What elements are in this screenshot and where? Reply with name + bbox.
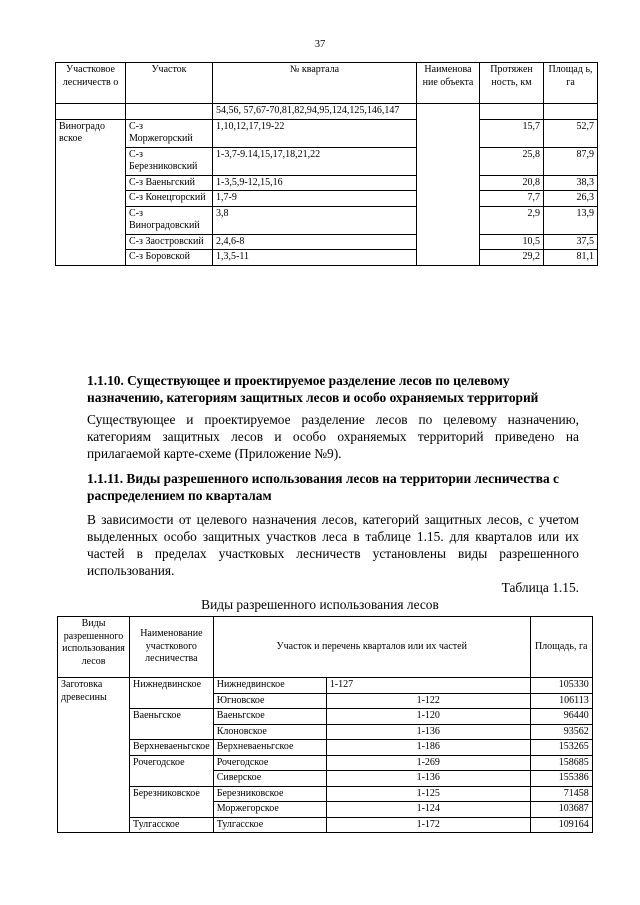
quarters-cell: 1-269 (326, 755, 530, 771)
table-header-row (56, 63, 598, 104)
area-cell: 38,3 (544, 175, 598, 191)
header-use-type: Виды разрешенного использования лесов (58, 617, 130, 678)
district-cell: Виноградо вское (56, 119, 126, 265)
table-row (58, 709, 593, 725)
site-cell: Березниковское (213, 786, 326, 802)
quarters-cell: 1-186 (326, 740, 530, 756)
district-cell: Рочегодское (130, 755, 214, 786)
quarters-cell: 1-172 (326, 817, 530, 833)
table-header-row (58, 617, 593, 678)
quarters-cell: 1,3,5-11 (213, 250, 417, 266)
district-cell: Ваеньгское (130, 709, 214, 740)
table-row (56, 175, 598, 191)
area-cell: 103687 (530, 802, 592, 818)
table-row (58, 755, 593, 771)
site-cell: С-з Березниковский (126, 147, 213, 175)
district-cell: Нижнедвинское (130, 678, 214, 709)
quarters-cell: 1-3,7-9.14,15,17,18,21,22 (213, 147, 417, 175)
length-cell: 2,9 (480, 206, 544, 234)
site-cell: С-з Моржегорский (126, 119, 213, 147)
quarters-cell: 1-125 (326, 786, 530, 802)
section-heading-1-1-11: 1.1.11. Виды разрешенного использования лесов на территории лесничества с распределением по кварталам (87, 471, 559, 503)
page-number: 37 (314, 39, 326, 50)
area-cell: 81,1 (544, 250, 598, 266)
header-length: Протяжен ность, км (480, 63, 544, 104)
header-district: Участковое лесничеств о (56, 63, 126, 104)
allowed-uses-table (57, 616, 593, 833)
quarters-cell: 3,8 (213, 206, 417, 234)
area-cell: 26,3 (544, 191, 598, 207)
table-row (56, 119, 598, 147)
area-cell: 105330 (530, 678, 592, 694)
site-cell: Верхневаеньгское (213, 740, 326, 756)
area-cell: 109164 (530, 817, 592, 833)
header-area: Площад ь, га (544, 63, 598, 104)
site-cell: С-з Заостровский (126, 234, 213, 250)
district-cell: Березниковское (130, 786, 214, 817)
area-cell: 93562 (530, 724, 592, 740)
table-row (56, 234, 598, 250)
site-cell: Клоновское (213, 724, 326, 740)
area-cell: 37,5 (544, 234, 598, 250)
area-cell: 71458 (530, 786, 592, 802)
area-cell: 52,7 (544, 119, 598, 147)
table-row (56, 206, 598, 234)
header-quarter: № квартала (213, 63, 417, 104)
section-text-1-1-10: Существующее и проектируемое разделение лесов по целевому назначению, категориям защитных лесов и особо охраняемых территорий приведено на прилагаемой карте-схеме (Приложение №9). (87, 412, 579, 461)
site-cell: С-з Ваеньгский (126, 175, 213, 191)
site-cell: Сиверское (213, 771, 326, 787)
header-sites: Участок и перечень кварталов или их частей (213, 617, 530, 678)
length-cell: 25,8 (480, 147, 544, 175)
site-cell: Тулгасское (213, 817, 326, 833)
length-cell: 10,5 (480, 234, 544, 250)
site-cell: Югновское (213, 693, 326, 709)
area-cell: 158685 (530, 755, 592, 771)
table-row (56, 191, 598, 207)
site-cell: Моржегорское (213, 802, 326, 818)
quarters-cell: 1,7-9 (213, 191, 417, 207)
area-cell: 106113 (530, 693, 592, 709)
header-site: Участок (126, 63, 213, 104)
site-cell: Нижнедвинское (213, 678, 326, 694)
quarters-cell: 1-136 (326, 724, 530, 740)
quarters-cell: 1-120 (326, 709, 530, 725)
site-cell: Ваеньгское (213, 709, 326, 725)
header-area: Площадь, га (530, 617, 592, 678)
table-row (56, 104, 598, 120)
table-row (56, 147, 598, 175)
table-row (58, 817, 593, 833)
quarters-cell: 1-136 (326, 771, 530, 787)
length-cell: 15,7 (480, 119, 544, 147)
area-cell: 87,9 (544, 147, 598, 175)
district-cell: Тулгасское (130, 817, 214, 833)
site-cell: С-з Конецгорский (126, 191, 213, 207)
table-row (58, 786, 593, 802)
header-district: Наименование участкового лесничества (130, 617, 214, 678)
section-text-1-1-11: В зависимости от целевого назначения лесов, категорий защитных лесов, с учетом выделенных особо защитных участков леса в таблице 1.15. для кварталов или их частей в пределах участковых лесничеств установлены виды разрешенного использования. (87, 512, 579, 578)
site-cell: Рочегодское (213, 755, 326, 771)
area-cell: 153265 (530, 740, 592, 756)
quarters-cell: 2,4,6-8 (213, 234, 417, 250)
site-cell: С-з Боровской (126, 250, 213, 266)
quarters-cell: 1-124 (326, 802, 530, 818)
table-number: Таблица 1.15. (501, 580, 579, 595)
quarters-cell: 1-127 (326, 678, 530, 694)
section-heading-1-1-10: 1.1.10. Существующее и проектируемое разделение лесов по целевому назначению, категориям защитных лесов и особо охраняемых территорий (87, 373, 539, 405)
district-cell: Верхневаеньгское (130, 740, 214, 756)
area-cell: 155386 (530, 771, 592, 787)
quarters-table (55, 62, 598, 266)
site-cell: С-з Виноградовский (126, 206, 213, 234)
table-row (58, 740, 593, 756)
quarters-cell: 1-3,5,9-12,15,16 (213, 175, 417, 191)
area-cell: 13,9 (544, 206, 598, 234)
quarters-cell: 54,56, 57,67-70,81,82,94,95,124,125,146,147 (213, 104, 417, 120)
quarters-cell: 1-122 (326, 693, 530, 709)
header-object-name: Наименова ние объекта (417, 63, 480, 104)
table-row (58, 678, 593, 694)
quarters-cell: 1,10,12,17,19-22 (213, 119, 417, 147)
area-cell: 96440 (530, 709, 592, 725)
length-cell: 7,7 (480, 191, 544, 207)
table-row (56, 250, 598, 266)
use-type-cell: Заготовка древесины (58, 678, 130, 833)
length-cell: 20,8 (480, 175, 544, 191)
length-cell: 29,2 (480, 250, 544, 266)
table-title: Виды разрешенного использования лесов (201, 597, 439, 612)
